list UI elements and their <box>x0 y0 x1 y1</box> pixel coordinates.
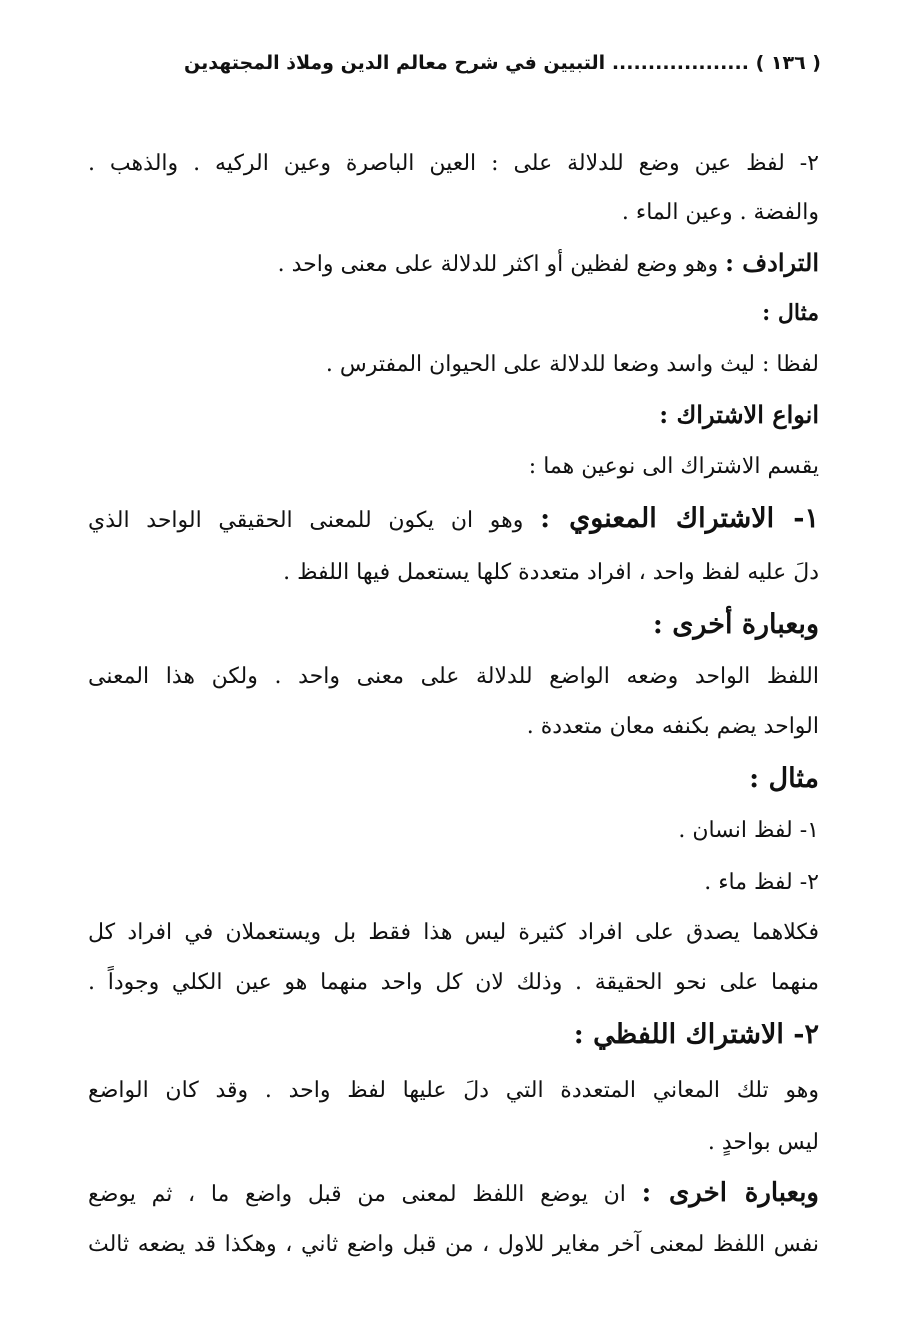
page-header <box>90 52 821 74</box>
definition-line <box>88 246 819 282</box>
text-line: منهما على نحو الحقيقة . وذلك لان كل واحد منهما هو عين الكلي وجوداً . <box>88 970 819 995</box>
term-semantic-commonality: ١- الاشتراك المعنوي : <box>540 503 819 534</box>
text-line: وهو تلك المعاني المتعددة التي دلَ عليها لفظ واحد . وقد كان الواضع <box>88 1078 819 1103</box>
definition-line <box>88 502 819 538</box>
example-label: مثال : <box>749 763 819 794</box>
example-label: مثال : <box>762 300 819 326</box>
text-line: ٢- لفظ عين وضع للدلالة على : العين الباصرة وعين الركيه . والذهب . <box>88 151 819 176</box>
text-line: والفضة . وعين الماء . <box>621 200 819 225</box>
section-heading: انواع الاشتراك : <box>659 400 819 429</box>
definition-line <box>88 1176 819 1212</box>
text-line: دلَ عليه لفظ واحد ، افراد متعددة كلها يستعمل فيها اللفظ . <box>283 560 819 585</box>
definition-text: وهو وضع لفظين أو اكثر للدلالة على معنى واحد . <box>277 252 726 277</box>
book-title: التبيين في شرح معالم الدين وملاذ المجتهدين <box>184 52 606 74</box>
text-line: لفظا : ليث واسد وضعا للدلالة على الحيوان المفترس . <box>325 352 819 377</box>
list-item: ١- لفظ انسان . <box>678 818 819 843</box>
header-dots: ................... <box>611 52 749 74</box>
text-line: الواحد يضم بكنفه معان متعددة . <box>526 714 819 739</box>
section-heading: وبعبارة أخرى : <box>652 609 819 640</box>
section-heading: ٢- الاشتراك اللفظي : <box>573 1019 819 1050</box>
text-line: ليس بواحدٍ . <box>707 1130 819 1155</box>
term-synonymy: الترادف : <box>725 248 819 277</box>
text-line: اللفظ الواحد وضعه الواضع للدلالة على معنى واحد . ولكن هذا المعنى <box>88 664 819 689</box>
text-line: فكلاهما يصدق على افراد كثيرة ليس هذا فقط بل ويستعملان في افراد كل <box>88 920 819 945</box>
definition-text: ان يوضع اللفظ لمعنى من قبل واضع ما ، ثم يوضع <box>88 1182 642 1207</box>
text-line: يقسم الاشتراك الى نوعين هما : <box>528 454 819 479</box>
definition-text: وهو ان يكون للمعنى الحقيقي الواحد الذي <box>88 508 541 533</box>
page-number: ( ١٣٦ ) <box>755 52 821 74</box>
list-item: ٢- لفظ ماء . <box>704 870 819 895</box>
text-line: نفس اللفظ لمعنى آخر مغاير للاول ، من قبل واضع ثاني ، وهكذا قد يضعه ثالث <box>88 1232 819 1257</box>
term-other-phrasing: وبعبارة اخرى : <box>641 1178 819 1208</box>
